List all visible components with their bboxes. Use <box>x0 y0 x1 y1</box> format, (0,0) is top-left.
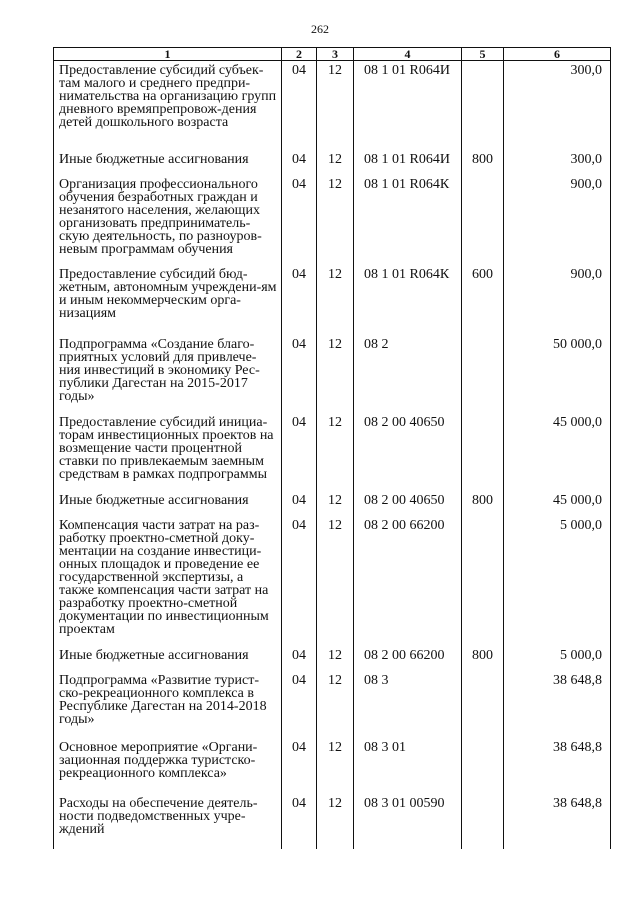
row-expense-type: 800 <box>462 150 504 175</box>
row-name: Организация профессионального обучения безработных граждан и незанятого населения, желающих организовать предприниматель-скую деятельность, по разноуров-невым программам обучения <box>54 175 282 265</box>
header-col-5: 5 <box>462 48 504 61</box>
row-amount: 5 000,0 <box>504 646 611 671</box>
row-name: Иные бюджетные ассигнования <box>54 150 282 175</box>
row-expense-type <box>462 335 504 413</box>
row-section: 04 <box>282 516 317 646</box>
row-subsection: 12 <box>317 738 354 794</box>
row-target-code: 08 2 00 66200 <box>354 516 462 646</box>
row-section: 04 <box>282 646 317 671</box>
row-amount: 300,0 <box>504 61 611 150</box>
row-target-code: 08 1 01 R064И <box>354 150 462 175</box>
row-name: Компенсация части затрат на раз-работку проектно-сметной доку-ментации на создание инвестици-онных площадок и проведение ее государственной экспертизы, а также компенсация части затрат на разработку проектно-сметной документации по инвестиционным проектам <box>54 516 282 646</box>
row-expense-type <box>462 738 504 794</box>
row-target-code: 08 2 00 40650 <box>354 413 462 491</box>
row-expense-type <box>462 175 504 265</box>
header-col-4: 4 <box>354 48 462 61</box>
table-row <box>54 794 611 849</box>
header-col-6: 6 <box>504 48 611 61</box>
row-amount: 38 648,8 <box>504 738 611 794</box>
row-amount: 300,0 <box>504 150 611 175</box>
table-row <box>54 175 611 265</box>
row-target-code: 08 3 01 00590 <box>354 794 462 849</box>
table-row <box>54 738 611 794</box>
row-amount: 38 648,8 <box>504 671 611 738</box>
table-row <box>54 150 611 175</box>
row-subsection: 12 <box>317 646 354 671</box>
row-section: 04 <box>282 335 317 413</box>
row-amount: 5 000,0 <box>504 516 611 646</box>
row-name: Предоставление субсидий субъек-там малого и среднего предпри-нимательства на организацию групп дневного времяпрепровож-дения детей дошкольного возраста <box>54 61 282 150</box>
header-col-2: 2 <box>282 48 317 61</box>
row-subsection: 12 <box>317 516 354 646</box>
row-subsection: 12 <box>317 335 354 413</box>
table-row <box>54 413 611 491</box>
row-target-code: 08 1 01 R064К <box>354 265 462 335</box>
row-expense-type <box>462 671 504 738</box>
budget-table <box>53 47 611 849</box>
row-name: Предоставление субсидий бюд-жетным, автономным учреждени-ям и иным некоммерческим орга-низациям <box>54 265 282 335</box>
row-subsection: 12 <box>317 150 354 175</box>
table-row <box>54 491 611 516</box>
row-amount: 50 000,0 <box>504 335 611 413</box>
row-expense-type <box>462 61 504 150</box>
row-name: Предоставление субсидий инициа-торам инвестиционных проектов на возмещение части процентной ставки по привлекаемым заемным средствам в рамках подпрограммы <box>54 413 282 491</box>
row-amount: 38 648,8 <box>504 794 611 849</box>
row-expense-type <box>462 794 504 849</box>
row-section: 04 <box>282 794 317 849</box>
row-section: 04 <box>282 491 317 516</box>
row-name: Подпрограмма «Создание благо-приятных условий для привлече-ния инвестиций в экономику Рес-публики Дагестан на 2015-2017 годы» <box>54 335 282 413</box>
row-expense-type <box>462 413 504 491</box>
table-row <box>54 265 611 335</box>
row-section: 04 <box>282 175 317 265</box>
row-section: 04 <box>282 413 317 491</box>
row-subsection: 12 <box>317 265 354 335</box>
table-header-row <box>54 48 611 61</box>
table-row <box>54 335 611 413</box>
row-section: 04 <box>282 265 317 335</box>
page-number: 262 <box>311 22 329 36</box>
row-name: Иные бюджетные ассигнования <box>54 646 282 671</box>
row-subsection: 12 <box>317 175 354 265</box>
row-target-code: 08 2 00 66200 <box>354 646 462 671</box>
row-section: 04 <box>282 150 317 175</box>
row-expense-type: 800 <box>462 646 504 671</box>
table-row <box>54 516 611 646</box>
row-amount: 900,0 <box>504 175 611 265</box>
row-subsection: 12 <box>317 491 354 516</box>
row-section: 04 <box>282 671 317 738</box>
row-name: Иные бюджетные ассигнования <box>54 491 282 516</box>
table-row <box>54 671 611 738</box>
row-name: Подпрограмма «Развитие турист-ско-рекреационного комплекса в Республике Дагестан на 2014-2018 годы» <box>54 671 282 738</box>
row-name: Расходы на обеспечение деятель-ности подведомственных учре-ждений <box>54 794 282 849</box>
row-expense-type <box>462 516 504 646</box>
row-subsection: 12 <box>317 794 354 849</box>
row-section: 04 <box>282 61 317 150</box>
row-section: 04 <box>282 738 317 794</box>
row-target-code: 08 3 01 <box>354 738 462 794</box>
table-row <box>54 61 611 150</box>
row-subsection: 12 <box>317 413 354 491</box>
row-amount: 900,0 <box>504 265 611 335</box>
row-target-code: 08 2 00 40650 <box>354 491 462 516</box>
row-expense-type: 600 <box>462 265 504 335</box>
row-target-code: 08 1 01 R064И <box>354 61 462 150</box>
row-target-code: 08 3 <box>354 671 462 738</box>
row-target-code: 08 1 01 R064К <box>354 175 462 265</box>
row-amount: 45 000,0 <box>504 413 611 491</box>
row-amount: 45 000,0 <box>504 491 611 516</box>
table-row <box>54 646 611 671</box>
row-expense-type: 800 <box>462 491 504 516</box>
row-subsection: 12 <box>317 61 354 150</box>
row-subsection: 12 <box>317 671 354 738</box>
header-col-3: 3 <box>317 48 354 61</box>
row-target-code: 08 2 <box>354 335 462 413</box>
row-name: Основное мероприятие «Органи-зационная поддержка туристско-рекреационного комплекса» <box>54 738 282 794</box>
header-col-1: 1 <box>54 48 282 61</box>
